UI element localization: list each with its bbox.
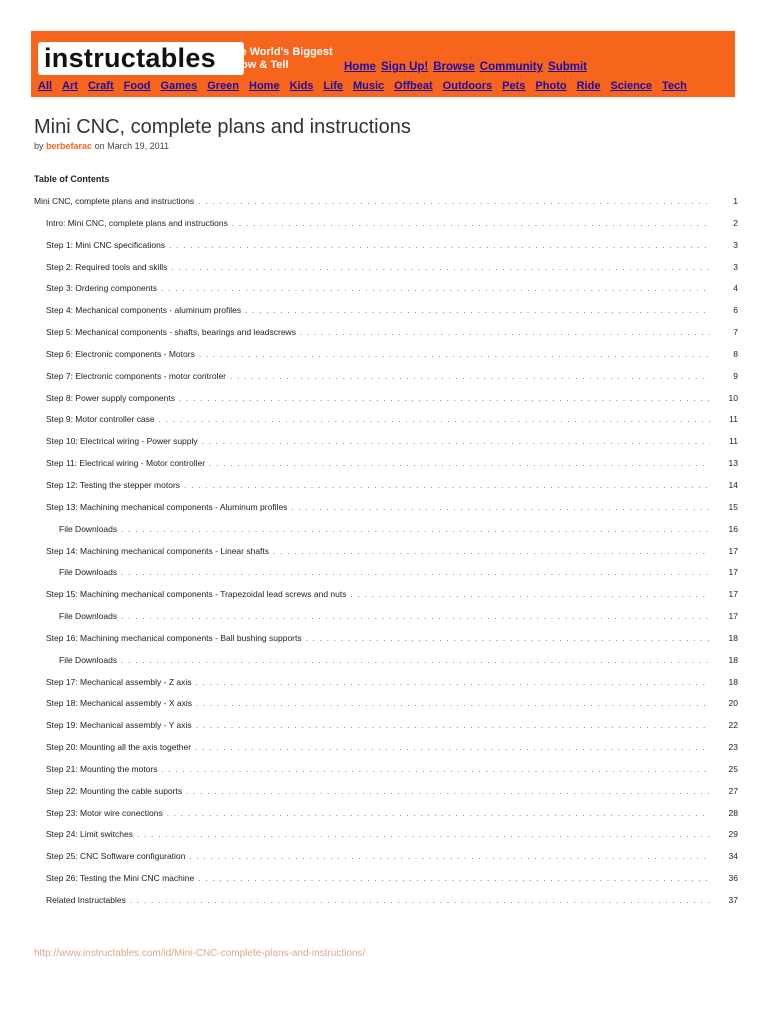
page-title: Mini CNC, complete plans and instructions — [34, 116, 411, 138]
toc-leader-dots — [351, 589, 710, 600]
toc-entry-page: 15 — [728, 501, 738, 512]
toc-entry-page: 16 — [728, 523, 738, 534]
toc-entry-label: Mini CNC, complete plans and instructions — [34, 196, 198, 206]
category-green[interactable]: Green — [207, 80, 240, 92]
toc-entry-label: Step 18: Mechanical assembly - X axis — [46, 698, 196, 708]
toc-entry-label: Step 20: Mounting all the axis together — [46, 742, 195, 752]
toc-entry-page: 7 — [733, 327, 738, 338]
toc-entry-label: Step 10: Electrical wiring - Power supply — [46, 436, 202, 446]
toc-leader-dots — [121, 567, 710, 578]
nav-submit[interactable]: Submit — [548, 61, 588, 73]
toc-leader-dots — [171, 262, 710, 273]
category-life[interactable]: Life — [323, 80, 343, 92]
toc-entry[interactable] — [34, 283, 738, 305]
toc-entry[interactable] — [34, 851, 738, 873]
toc-leader-dots — [159, 414, 710, 425]
nav-sign-up[interactable]: Sign Up! — [380, 61, 429, 73]
toc-leader-dots — [195, 742, 710, 753]
toc-entry[interactable] — [34, 829, 738, 851]
category-tech[interactable]: Tech — [662, 80, 687, 92]
nav-browse[interactable]: Browse — [433, 61, 475, 73]
toc-entry-page: 11 — [729, 436, 738, 447]
toc-entry-page: 22 — [728, 720, 738, 731]
toc-leader-dots — [245, 305, 710, 316]
toc-leader-dots — [179, 393, 710, 404]
tagline — [227, 46, 333, 72]
byline-date: on March 19, 2011 — [94, 141, 169, 151]
toc-entry[interactable] — [34, 895, 738, 917]
toc-entry-label: Step 5: Mechanical components - shafts, bearings and leadscrews — [46, 327, 300, 337]
toc-leader-dots — [230, 371, 710, 382]
category-music[interactable]: Music — [352, 80, 385, 92]
toc-entry-label: File Downloads — [59, 611, 121, 621]
toc-entry[interactable] — [34, 567, 738, 589]
toc-entry-page: 6 — [733, 305, 738, 316]
toc-entry-label: Step 2: Required tools and skills — [46, 262, 171, 272]
toc-entry-label: Step 6: Electronic components - Motors — [46, 349, 199, 359]
toc-leader-dots — [121, 655, 710, 666]
toc-leader-dots — [196, 698, 710, 709]
toc-entry-page: 3 — [733, 239, 738, 250]
toc-entry-label: Intro: Mini CNC, complete plans and instructions — [46, 218, 232, 228]
toc-entry-page: 17 — [728, 611, 738, 622]
logo-text: instructables — [44, 43, 216, 73]
toc-leader-dots — [169, 240, 710, 251]
toc-entry-page: 13 — [728, 458, 738, 469]
toc-leader-dots — [196, 720, 710, 731]
category-craft[interactable]: Craft — [87, 80, 114, 92]
toc-leader-dots — [167, 808, 710, 819]
toc-entry-page: 18 — [728, 654, 738, 665]
category-pets[interactable]: Pets — [502, 80, 526, 92]
category-offbeat[interactable]: Offbeat — [394, 80, 433, 92]
toc-entry-page: 18 — [728, 676, 738, 687]
toc-entry-page: 18 — [728, 632, 738, 643]
toc-entry-label: Step 23: Motor wire conections — [46, 808, 167, 818]
category-art[interactable]: Art — [62, 80, 78, 92]
toc-entry-page: 17 — [728, 545, 738, 556]
toc-entry[interactable] — [34, 611, 738, 633]
category-food[interactable]: Food — [123, 80, 151, 92]
toc-entry[interactable] — [34, 240, 738, 262]
toc-entry-page: 34 — [728, 851, 738, 862]
top-nav — [344, 61, 587, 73]
author-link[interactable]: berbefarac — [46, 141, 93, 151]
toc-leader-dots — [184, 480, 710, 491]
toc-leader-dots — [273, 546, 710, 557]
toc-entry[interactable] — [34, 414, 738, 436]
toc-entry[interactable] — [34, 196, 738, 218]
toc-leader-dots — [199, 349, 710, 360]
toc-entry[interactable] — [34, 546, 738, 568]
toc-entry-page: 20 — [728, 698, 738, 709]
toc-entry[interactable] — [34, 698, 738, 720]
toc-entry-label: Step 16: Machining mechanical components - Ball bushing supports — [46, 633, 306, 643]
toc-entry-label: Step 26: Testing the Mini CNC machine — [46, 873, 198, 883]
toc-entry[interactable] — [34, 786, 738, 808]
toc-entry-label: Step 14: Machining mechanical components - Linear shafts — [46, 546, 273, 556]
toc-entry-page: 1 — [733, 196, 738, 206]
toc-entry[interactable] — [34, 262, 738, 284]
toc-entry[interactable] — [34, 393, 738, 415]
nav-home[interactable]: Home — [344, 61, 376, 73]
toc-leader-dots — [130, 895, 710, 906]
toc-leader-dots — [161, 283, 710, 294]
toc-entry-label: Step 7: Electronic components - motor controler — [46, 371, 230, 381]
toc-entry[interactable] — [34, 633, 738, 655]
category-outdoors[interactable]: Outdoors — [442, 80, 493, 92]
toc-entry[interactable] — [34, 327, 738, 349]
nav-community[interactable]: Community — [479, 61, 544, 73]
toc-leader-dots — [209, 458, 710, 469]
toc-entry-label: Step 1: Mini CNC specifications — [46, 240, 169, 250]
toc-entry-page: 25 — [728, 763, 738, 774]
toc-entry[interactable] — [34, 720, 738, 742]
toc-leader-dots — [189, 851, 710, 862]
toc-leader-dots — [121, 611, 710, 622]
toc-entry[interactable] — [34, 873, 738, 895]
toc-leader-dots — [291, 502, 710, 513]
toc-entry[interactable] — [34, 764, 738, 786]
toc-entry-page: 28 — [728, 807, 738, 818]
toc-entry[interactable] — [34, 436, 738, 458]
toc-entry[interactable] — [34, 502, 738, 524]
toc-entry-label: Step 11: Electrical wiring - Motor controller — [46, 458, 209, 468]
category-photo[interactable]: Photo — [535, 80, 567, 92]
toc-heading: Table of Contents — [34, 174, 110, 184]
toc-entry[interactable] — [34, 371, 738, 393]
tagline-line-2: Show & Tell — [227, 59, 289, 71]
toc-entry[interactable] — [34, 808, 738, 830]
toc-entry-label: Step 21: Mounting the motors — [46, 764, 162, 774]
toc-entry-label: Step 24: Limit switches — [46, 829, 137, 839]
site-header-banner — [31, 31, 735, 97]
toc-entry[interactable] — [34, 305, 738, 327]
category-kids[interactable]: Kids — [289, 80, 314, 92]
toc-entry-label: Step 8: Power supply components — [46, 393, 179, 403]
toc-entry[interactable] — [34, 218, 738, 240]
toc-entry-label: Related Instructables — [46, 895, 130, 905]
byline-by: by — [34, 141, 44, 151]
toc-entry-label: Step 3: Ordering components — [46, 283, 161, 293]
toc-leader-dots — [121, 524, 710, 535]
toc-entry-label: Step 19: Mechanical assembly - Y axis — [46, 720, 196, 730]
toc-leader-dots — [306, 633, 710, 644]
category-games[interactable]: Games — [160, 80, 198, 92]
category-nav — [38, 80, 687, 92]
toc-entry[interactable] — [34, 349, 738, 371]
logo[interactable] — [38, 42, 244, 75]
toc-leader-dots — [186, 786, 710, 797]
toc-entry-label: Step 9: Motor controller case — [46, 414, 159, 424]
toc-entry-page: 23 — [728, 742, 738, 753]
toc-entry[interactable] — [34, 524, 738, 546]
toc-entry-label: File Downloads — [59, 567, 121, 577]
toc-entry-page: 2 — [733, 217, 738, 228]
toc-entry-label: File Downloads — [59, 655, 121, 665]
toc-entry-page: 27 — [728, 785, 738, 796]
toc-entry-page: 10 — [728, 392, 738, 403]
toc-entry-page: 29 — [728, 829, 738, 840]
footer-url[interactable]: http://www.instructables.com/id/Mini-CNC-complete-plans-and-instructions/ — [34, 948, 366, 959]
toc-leader-dots — [162, 764, 710, 775]
toc-entry-page: 8 — [733, 348, 738, 359]
toc-entry-page: 11 — [729, 414, 738, 425]
tagline-line-1: The World's Biggest — [227, 46, 333, 58]
toc-entry[interactable] — [34, 742, 738, 764]
toc-entry-label: Step 4: Mechanical components - aluminum profiles — [46, 305, 245, 315]
toc-entry[interactable] — [34, 655, 738, 677]
category-science[interactable]: Science — [610, 80, 653, 92]
toc-entry-page: 37 — [728, 895, 738, 905]
toc-entry-label: Step 13: Machining mechanical components - Aluminum profiles — [46, 502, 291, 512]
category-ride[interactable]: Ride — [576, 80, 601, 92]
table-of-contents — [34, 196, 738, 917]
toc-entry-page: 4 — [733, 283, 738, 294]
toc-leader-dots — [196, 677, 710, 688]
toc-leader-dots — [198, 873, 710, 884]
toc-entry-page: 14 — [728, 479, 738, 490]
toc-entry-page: 3 — [733, 261, 738, 272]
toc-entry-label: Step 17: Mechanical assembly - Z axis — [46, 677, 196, 687]
toc-entry-page: 36 — [728, 873, 738, 884]
toc-entry-label: Step 25: CNC Software configuration — [46, 851, 189, 861]
toc-entry[interactable] — [34, 458, 738, 480]
toc-entry-page: 17 — [728, 567, 738, 578]
toc-leader-dots — [232, 218, 710, 229]
category-home[interactable]: Home — [249, 80, 280, 92]
toc-entry-page: 17 — [728, 589, 738, 600]
toc-entry-label: Step 12: Testing the stepper motors — [46, 480, 184, 490]
toc-entry-page: 9 — [733, 370, 738, 381]
toc-entry-label: File Downloads — [59, 524, 121, 534]
toc-entry-label: Step 15: Machining mechanical components - Trapezoidal lead screws and nuts — [46, 589, 351, 599]
toc-entry-label: Step 22: Mounting the cable suports — [46, 786, 186, 796]
category-all[interactable]: All — [38, 80, 53, 92]
toc-entry[interactable] — [34, 589, 738, 611]
toc-leader-dots — [137, 829, 710, 840]
toc-leader-dots — [300, 327, 710, 338]
byline — [34, 141, 169, 151]
toc-leader-dots — [202, 436, 710, 447]
toc-entry[interactable] — [34, 480, 738, 502]
toc-leader-dots — [198, 196, 710, 207]
toc-entry[interactable] — [34, 677, 738, 699]
